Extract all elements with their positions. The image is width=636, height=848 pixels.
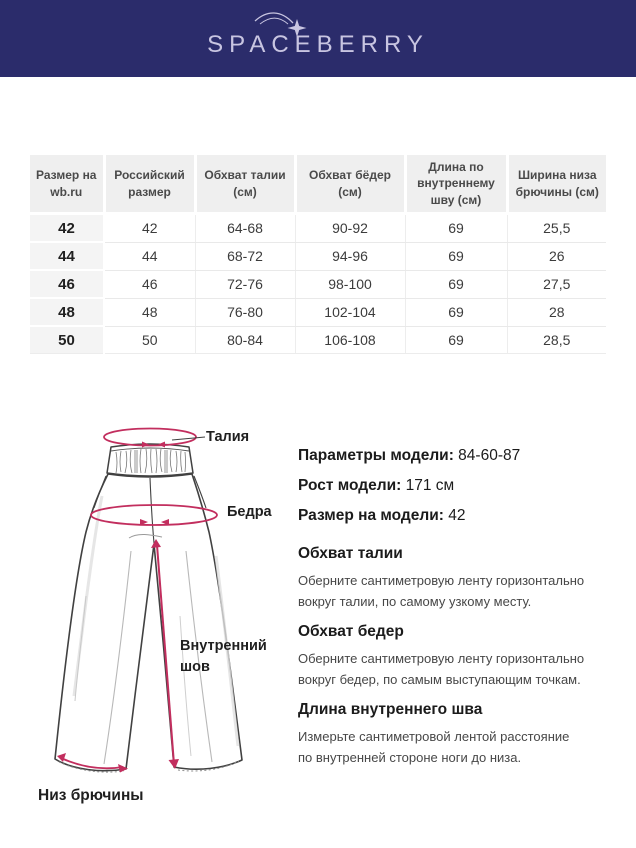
size-cell: 28,5	[507, 326, 606, 354]
size-cell: 69	[405, 326, 507, 354]
size-cell: 25,5	[507, 214, 606, 243]
size-cell: 64-68	[195, 214, 295, 243]
size-cell: 42	[30, 214, 104, 243]
guide-section-inseam	[298, 701, 570, 768]
model-params-label: Параметры модели:	[298, 447, 454, 464]
size-cell: 28	[507, 298, 606, 326]
table-row	[30, 298, 606, 326]
model-info	[298, 441, 520, 531]
size-cell: 80-84	[195, 326, 295, 354]
size-cell: 48	[30, 298, 104, 326]
size-table	[30, 155, 606, 354]
column-header: Длина по внутреннему шву (см)	[405, 155, 507, 214]
size-cell: 68-72	[195, 242, 295, 270]
hem-label: Низ брючины	[38, 787, 144, 804]
size-cell: 46	[30, 270, 104, 298]
guide-section-title: Обхват бедер	[298, 623, 404, 640]
model-height-label: Рост модели:	[298, 477, 402, 494]
column-header: Обхват бёдер (см)	[295, 155, 405, 214]
model-size-value: 42	[448, 507, 466, 524]
table-row	[30, 270, 606, 298]
size-cell: 76-80	[195, 298, 295, 326]
column-header: Ширина низа брючины (см)	[507, 155, 606, 214]
inseam-label: Внутренний шов	[180, 638, 267, 675]
size-cell: 44	[104, 242, 195, 270]
column-header: Размер на wb.ru	[30, 155, 104, 214]
size-cell: 44	[30, 242, 104, 270]
size-cell: 69	[405, 214, 507, 243]
model-height-line	[298, 471, 520, 501]
table-row	[30, 242, 606, 270]
size-cell: 69	[405, 242, 507, 270]
size-cell: 69	[405, 298, 507, 326]
brand-band	[0, 0, 636, 77]
size-cell: 50	[30, 326, 104, 354]
model-params-line	[298, 441, 520, 471]
size-cell: 26	[507, 242, 606, 270]
size-cell: 72-76	[195, 270, 295, 298]
brand-logo: SPACEBERRY	[207, 31, 429, 58]
model-size-line	[298, 501, 520, 531]
model-params-value: 84-60-87	[458, 447, 521, 464]
column-header: Обхват талии (см)	[195, 155, 295, 214]
guide-section-hips	[298, 623, 620, 690]
size-cell: 50	[104, 326, 195, 354]
size-cell: 98-100	[295, 270, 405, 298]
guide-section-text: Оберните сантиметровую ленту горизонтально вокруг бедер, по самым выступающим точкам.	[298, 651, 585, 687]
table-header-row	[30, 155, 606, 214]
model-size-label: Размер на модели:	[298, 507, 444, 524]
size-cell: 102-104	[295, 298, 405, 326]
size-cell: 48	[104, 298, 195, 326]
size-cell: 69	[405, 270, 507, 298]
pants-diagram	[28, 416, 294, 812]
size-cell: 27,5	[507, 270, 606, 298]
waist-label: Талия	[206, 429, 250, 445]
hips-label: Бедра	[227, 504, 272, 520]
table-row	[30, 214, 606, 243]
guide-section-title: Длина внутреннего шва	[298, 701, 483, 718]
column-header: Российский размер	[104, 155, 195, 214]
size-cell: 106-108	[295, 326, 405, 354]
table-row	[30, 326, 606, 354]
size-cell: 42	[104, 214, 195, 243]
size-cell: 46	[104, 270, 195, 298]
size-cell: 90-92	[295, 214, 405, 243]
guide-section-waist	[298, 545, 620, 612]
guide-section-text: Оберните сантиметровую ленту горизонтально вокруг талии, по самому узкому месту.	[298, 573, 585, 609]
guide-section-title: Обхват талии	[298, 545, 403, 562]
guide-section-text: Измерьте сантиметровой лентой расстояние по внутренней стороне ноги до низа.	[298, 729, 570, 765]
size-cell: 94-96	[295, 242, 405, 270]
model-height-value: 171 см	[405, 477, 455, 494]
